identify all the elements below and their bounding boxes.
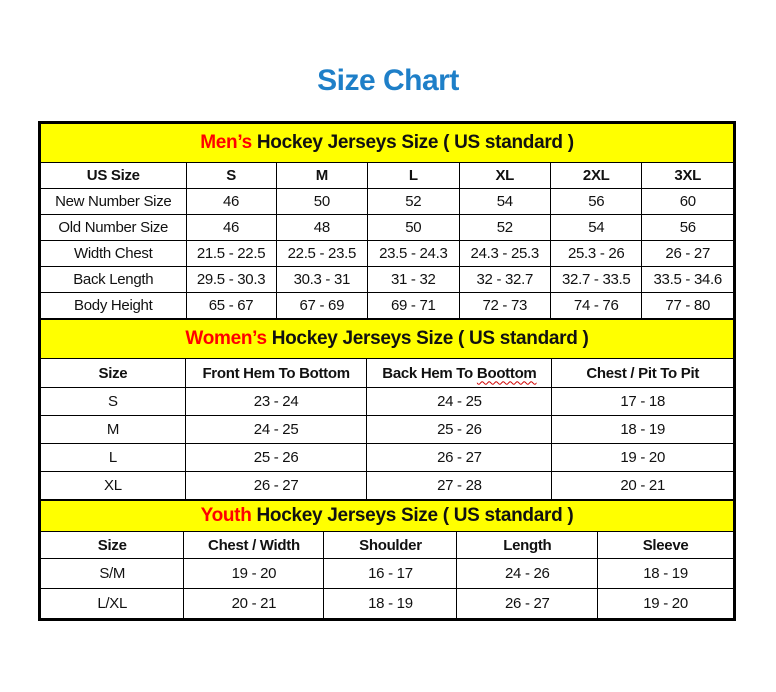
size-value-cell: 32 - 32.7 — [459, 267, 550, 293]
womens-header-row — [41, 359, 734, 388]
size-value-cell: 74 - 76 — [551, 293, 642, 319]
size-value-cell: 18 - 19 — [598, 559, 734, 589]
table-row — [41, 416, 734, 444]
womens-section-title-rest: Hockey Jerseys Size ( US standard ) — [266, 328, 589, 349]
womens-size-table — [40, 319, 734, 500]
mens-section-title — [41, 124, 734, 163]
size-value-cell: 33.5 - 34.6 — [642, 267, 734, 293]
size-value-cell: 21.5 - 22.5 — [186, 241, 276, 267]
womens-section-title — [41, 320, 734, 359]
womens-section-row — [41, 320, 734, 359]
size-chart-tables — [38, 121, 736, 621]
size-value-cell: 24.3 - 25.3 — [459, 241, 550, 267]
column-header: L — [368, 163, 459, 189]
size-value-cell: 65 - 67 — [186, 293, 276, 319]
size-value-cell: 16 - 17 — [324, 559, 457, 589]
mens-section-title-red: Men’s — [200, 132, 252, 153]
row-label: Body Height — [41, 293, 187, 319]
size-value-cell: 24 - 25 — [185, 416, 367, 444]
table-row — [41, 589, 734, 619]
size-value-cell: 52 — [368, 189, 459, 215]
size-value-cell: 30.3 - 31 — [276, 267, 367, 293]
column-header — [367, 359, 552, 388]
size-value-cell: 18 - 19 — [552, 416, 734, 444]
size-value-cell: 24 - 25 — [367, 388, 552, 416]
row-label: Width Chest — [41, 241, 187, 267]
youth-section-row — [41, 501, 734, 532]
row-label: XL — [41, 472, 186, 500]
size-value-cell: 54 — [459, 189, 550, 215]
row-label: M — [41, 416, 186, 444]
size-value-cell: 50 — [276, 189, 367, 215]
column-header: Chest / Pit To Pit — [552, 359, 734, 388]
column-header-text: Back Hem To — [382, 364, 473, 382]
mens-section-title-rest: Hockey Jerseys Size ( US standard ) — [251, 132, 574, 153]
size-value-cell: 19 - 20 — [598, 589, 734, 619]
size-value-cell: 50 — [368, 215, 459, 241]
table-row — [41, 267, 734, 293]
size-value-cell: 25 - 26 — [185, 444, 367, 472]
size-value-cell: 22.5 - 23.5 — [276, 241, 367, 267]
youth-header-row — [41, 532, 734, 559]
table-row — [41, 559, 734, 589]
misspelled-word: Boottom — [476, 364, 537, 382]
size-value-cell: 18 - 19 — [324, 589, 457, 619]
size-value-cell: 54 — [551, 215, 642, 241]
table-row — [41, 472, 734, 500]
column-header: M — [276, 163, 367, 189]
size-value-cell: 48 — [276, 215, 367, 241]
column-header: Sleeve — [598, 532, 734, 559]
page-title: Size Chart — [317, 64, 459, 97]
row-label: New Number Size — [41, 189, 187, 215]
column-header: US Size — [41, 163, 187, 189]
row-label: Old Number Size — [41, 215, 187, 241]
table-row — [41, 444, 734, 472]
size-value-cell: 56 — [642, 215, 734, 241]
table-row — [41, 388, 734, 416]
youth-section-title-red: Youth — [200, 505, 252, 526]
table-row — [41, 241, 734, 267]
size-value-cell: 19 - 20 — [184, 559, 324, 589]
mens-size-table — [40, 123, 734, 319]
youth-section-title-rest: Hockey Jerseys Size ( US standard ) — [251, 505, 574, 526]
mens-header-row — [41, 163, 734, 189]
size-value-cell: 20 - 21 — [184, 589, 324, 619]
size-value-cell: 27 - 28 — [367, 472, 552, 500]
size-value-cell: 26 - 27 — [457, 589, 598, 619]
youth-size-table — [40, 500, 734, 619]
size-value-cell: 69 - 71 — [368, 293, 459, 319]
size-value-cell: 23.5 - 24.3 — [368, 241, 459, 267]
table-row — [41, 215, 734, 241]
row-label: S/M — [41, 559, 184, 589]
size-value-cell: 31 - 32 — [368, 267, 459, 293]
row-label: S — [41, 388, 186, 416]
size-value-cell: 19 - 20 — [552, 444, 734, 472]
size-value-cell: 26 - 27 — [642, 241, 734, 267]
size-value-cell: 24 - 26 — [457, 559, 598, 589]
column-header: Chest / Width — [184, 532, 324, 559]
size-value-cell: 60 — [642, 189, 734, 215]
size-value-cell: 29.5 - 30.3 — [186, 267, 276, 293]
column-header: 2XL — [551, 163, 642, 189]
column-header: Front Hem To Bottom — [185, 359, 367, 388]
size-value-cell: 26 - 27 — [367, 444, 552, 472]
size-value-cell: 20 - 21 — [552, 472, 734, 500]
row-label: L — [41, 444, 186, 472]
column-header: S — [186, 163, 276, 189]
size-value-cell: 72 - 73 — [459, 293, 550, 319]
row-label: L/XL — [41, 589, 184, 619]
size-value-cell: 25 - 26 — [367, 416, 552, 444]
size-value-cell: 46 — [186, 189, 276, 215]
column-header: XL — [459, 163, 550, 189]
size-value-cell: 46 — [186, 215, 276, 241]
womens-section-title-red: Women’s — [185, 328, 267, 349]
column-header: 3XL — [642, 163, 734, 189]
column-header: Shoulder — [324, 532, 457, 559]
youth-section-title — [41, 501, 734, 532]
column-header: Length — [457, 532, 598, 559]
size-value-cell: 17 - 18 — [552, 388, 734, 416]
size-value-cell: 32.7 - 33.5 — [551, 267, 642, 293]
table-row — [41, 189, 734, 215]
size-value-cell: 67 - 69 — [276, 293, 367, 319]
mens-section-row — [41, 124, 734, 163]
size-value-cell: 26 - 27 — [185, 472, 367, 500]
column-header: Size — [41, 532, 184, 559]
size-value-cell: 56 — [551, 189, 642, 215]
row-label: Back Length — [41, 267, 187, 293]
column-header: Size — [41, 359, 186, 388]
size-value-cell: 25.3 - 26 — [551, 241, 642, 267]
size-value-cell: 23 - 24 — [185, 388, 367, 416]
size-value-cell: 77 - 80 — [642, 293, 734, 319]
table-row — [41, 293, 734, 319]
size-value-cell: 52 — [459, 215, 550, 241]
